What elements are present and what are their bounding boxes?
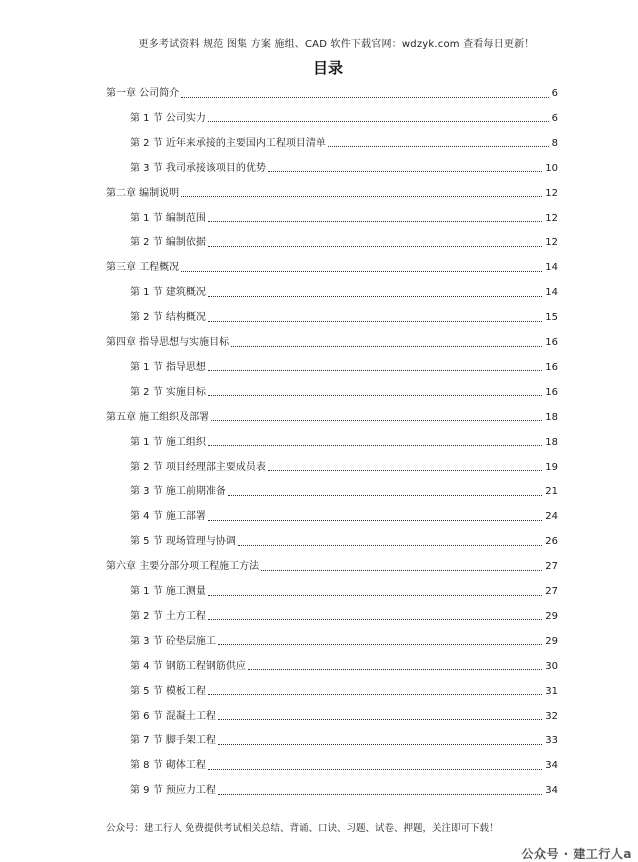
toc-dot-leader xyxy=(208,369,542,371)
toc-page-number: 21 xyxy=(545,486,558,498)
page-header: 更多考试资料 规范 图集 方案 施组、CAD 软件下载官网：wdzyk.com 查看每日更新！ xyxy=(138,39,535,50)
toc-page-number: 6 xyxy=(551,88,558,99)
toc-dot-leader xyxy=(208,618,542,620)
toc-entry-label: 第三章 工程概况 xyxy=(106,262,180,274)
toc-entry-label: 第 2 节 编制依据 xyxy=(130,237,206,249)
toc-dot-leader xyxy=(181,96,548,98)
toc-section-row[interactable] xyxy=(130,533,558,551)
toc-section-row[interactable] xyxy=(130,658,558,676)
toc-entry-label: 第 1 节 编制范围 xyxy=(130,212,206,224)
toc-entry-label: 第一章 公司简介 xyxy=(106,88,180,99)
toc-page-number: 19 xyxy=(545,461,558,473)
toc-dot-leader xyxy=(208,120,549,122)
toc-chapter-row[interactable] xyxy=(106,85,558,103)
toc-page-number: 16 xyxy=(545,361,558,373)
toc-dot-leader xyxy=(208,693,542,695)
toc-dot-leader xyxy=(261,569,542,571)
toc-entry-label: 第 3 节 我司承接该项目的优势 xyxy=(130,162,266,174)
toc-dot-leader xyxy=(218,793,542,795)
toc-dot-leader xyxy=(248,668,542,670)
toc-chapter-row[interactable] xyxy=(106,185,558,203)
toc-title: 目录 xyxy=(312,59,343,77)
toc-section-row[interactable] xyxy=(130,434,558,452)
toc-dot-leader xyxy=(208,444,542,446)
toc-section-row[interactable] xyxy=(130,384,558,402)
toc-page-number: 30 xyxy=(545,660,558,672)
toc-page-number: 29 xyxy=(545,610,558,622)
toc-section-row[interactable] xyxy=(130,160,558,178)
toc-section-row[interactable] xyxy=(130,309,558,327)
toc-entry-label: 第 1 节 施工组织 xyxy=(130,436,206,448)
toc-entry-label: 第 2 节 近年来承接的主要国内工程项目清单 xyxy=(130,137,326,149)
toc-entry-label: 第 5 节 现场管理与协调 xyxy=(130,536,236,548)
toc-entry-label: 第 7 节 脚手架工程 xyxy=(130,735,216,747)
toc-dot-leader xyxy=(231,345,542,347)
toc-entry-label: 第二章 编制说明 xyxy=(106,187,180,199)
toc-page-number: 12 xyxy=(545,212,558,224)
toc-page-number: 27 xyxy=(545,561,558,573)
toc-dot-leader xyxy=(218,718,542,720)
toc-page-number: 24 xyxy=(545,511,558,523)
toc-section-row[interactable] xyxy=(130,110,558,128)
toc-section-row[interactable] xyxy=(130,633,558,651)
toc-page-number: 32 xyxy=(545,710,558,722)
toc-page-number: 16 xyxy=(545,386,558,398)
toc-entry-label: 第六章 主要分部分项工程施工方法 xyxy=(106,561,260,573)
toc-entry-label: 第 3 节 砼垫层施工 xyxy=(130,635,216,647)
toc-dot-leader xyxy=(208,519,542,521)
toc-dot-leader xyxy=(208,594,542,596)
toc-entry-label: 第 4 节 钢筋工程钢筋供应 xyxy=(130,660,246,672)
toc-section-row[interactable] xyxy=(130,284,558,302)
toc-page-number: 29 xyxy=(545,635,558,647)
toc-entry-label: 第 9 节 预应力工程 xyxy=(130,785,216,797)
toc-page-number: 18 xyxy=(545,436,558,448)
toc-section-row[interactable] xyxy=(130,782,558,800)
toc-page-number: 12 xyxy=(545,237,558,249)
toc-page-number: 6 xyxy=(551,112,558,124)
toc-page-number: 16 xyxy=(545,337,558,348)
toc-entry-label: 第 2 节 实施目标 xyxy=(130,386,206,398)
toc-page-number: 31 xyxy=(545,685,558,697)
toc-entry-label: 第 8 节 砌体工程 xyxy=(130,760,206,772)
toc-section-row[interactable] xyxy=(130,583,558,601)
toc-dot-leader xyxy=(328,145,549,147)
toc-section-row[interactable] xyxy=(130,459,558,477)
toc-section-row[interactable] xyxy=(130,683,558,701)
toc-section-row[interactable] xyxy=(130,234,558,252)
toc-section-row[interactable] xyxy=(130,732,558,750)
toc-entry-label: 第 2 节 结构概况 xyxy=(130,312,206,324)
toc-dot-leader xyxy=(208,768,542,770)
toc-entry-label: 第 1 节 指导思想 xyxy=(130,361,206,373)
toc-entry-label: 第 5 节 模板工程 xyxy=(130,685,206,697)
toc-dot-leader xyxy=(211,419,542,421)
toc-dot-leader xyxy=(208,320,542,322)
toc-section-row[interactable] xyxy=(130,708,558,726)
toc-dot-leader xyxy=(268,469,542,471)
toc-page-number: 14 xyxy=(545,287,558,299)
toc-dot-leader xyxy=(268,170,542,172)
toc-section-row[interactable] xyxy=(130,508,558,526)
toc-section-row[interactable] xyxy=(130,359,558,377)
toc-dot-leader xyxy=(218,743,542,745)
watermark: 公众号 · 建工行人a xyxy=(521,847,632,861)
toc-page-number: 18 xyxy=(545,411,558,423)
toc-entry-label: 第 2 节 项目经理部主要成员表 xyxy=(130,461,266,473)
toc-chapter-row[interactable] xyxy=(106,334,558,352)
toc-page-number: 33 xyxy=(545,735,558,747)
toc-dot-leader xyxy=(208,394,542,396)
toc-page-number: 14 xyxy=(545,262,558,274)
toc-page-number: 34 xyxy=(545,760,558,772)
toc-dot-leader xyxy=(181,270,542,272)
toc-page-number: 34 xyxy=(545,785,558,797)
toc-section-row[interactable] xyxy=(130,757,558,775)
toc-entry-label: 第 3 节 施工前期准备 xyxy=(130,486,226,498)
toc-entry-label: 第 1 节 施工测量 xyxy=(130,586,206,597)
toc-entry-label: 第五章 施工组织及部署 xyxy=(106,411,210,423)
toc-dot-leader xyxy=(181,195,542,197)
toc-section-row[interactable] xyxy=(130,135,558,153)
toc-page-number: 15 xyxy=(545,312,558,324)
toc-dot-leader xyxy=(228,494,542,496)
toc-chapter-row[interactable] xyxy=(106,558,558,576)
toc-page-number: 10 xyxy=(545,162,558,174)
toc-section-row[interactable] xyxy=(130,608,558,626)
toc-dot-leader xyxy=(208,245,542,247)
toc-entry-label: 第 4 节 施工部署 xyxy=(130,511,206,523)
toc-entry-label: 第 2 节 土方工程 xyxy=(130,610,206,622)
toc-entry-label: 第 1 节 公司实力 xyxy=(130,112,206,124)
toc-dot-leader xyxy=(208,295,542,297)
toc-dot-leader xyxy=(208,220,542,222)
toc-entry-label: 第四章 指导思想与实施目标 xyxy=(106,337,230,348)
toc-page-number: 27 xyxy=(545,586,558,597)
toc-chapter-row[interactable] xyxy=(106,409,558,427)
toc-section-row[interactable] xyxy=(130,483,558,501)
toc-dot-leader xyxy=(238,544,542,546)
toc-page-number: 8 xyxy=(551,137,558,149)
toc-chapter-row[interactable] xyxy=(106,259,558,277)
toc-entry-label: 第 1 节 建筑概况 xyxy=(130,287,206,299)
toc-section-row[interactable] xyxy=(130,210,558,228)
page-footer: 公众号：建工行人 免费提供考试相关总结、背诵、口诀、习题、试卷、押题，关注即可下载！ xyxy=(106,823,499,834)
toc-page-number: 12 xyxy=(545,187,558,199)
toc-dot-leader xyxy=(218,643,542,645)
toc-page-number: 26 xyxy=(545,536,558,548)
toc-entry-label: 第 6 节 混凝土工程 xyxy=(130,710,216,722)
